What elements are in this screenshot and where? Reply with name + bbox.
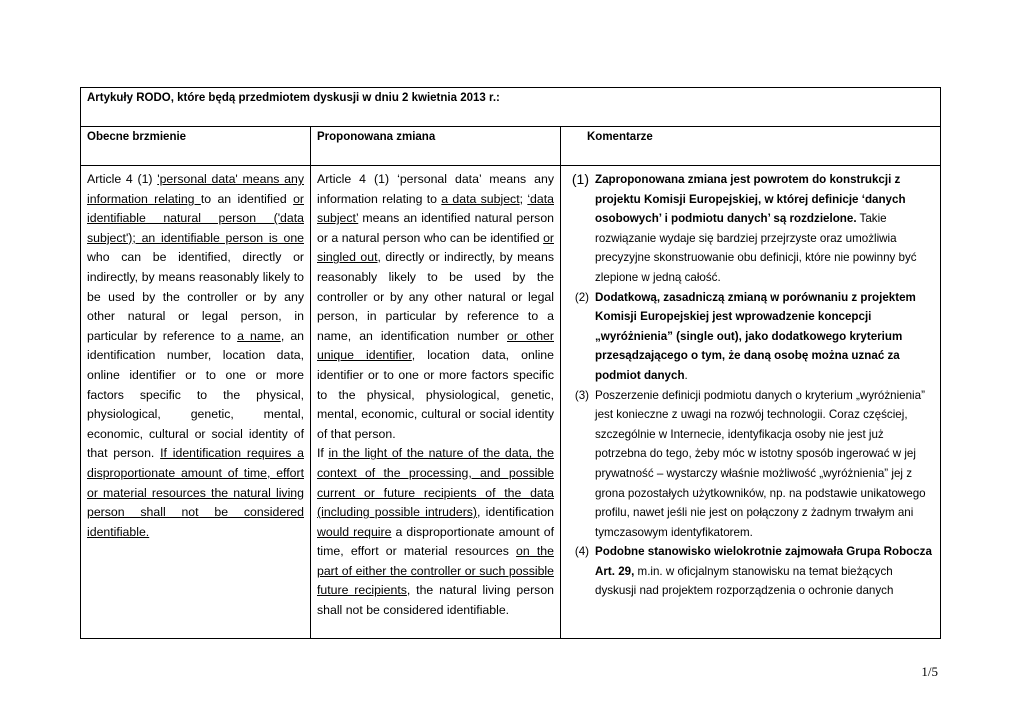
proposed-change-segment: If: [317, 446, 329, 461]
proposed-change-segment: would require: [317, 524, 392, 539]
header-proposed: [311, 127, 561, 166]
comment-text-segment: m.in. w oficjalnym stanowisku na temat bieżących dyskusji nad projektem rozporządzenia o ochronie danych: [595, 564, 894, 598]
comment-text: [595, 542, 934, 601]
proposed-change-segment: ‘data subject’: [317, 191, 554, 226]
comments-list: [561, 166, 940, 601]
current-wording-segment: Article 4 (1): [87, 172, 158, 186]
proposed-change-segment: a data subject: [441, 191, 520, 206]
comment-text-segment: Takie rozwiązanie wydaje się bardziej przejrzyste oraz umożliwia precyzyjne skonstruowanie obu definicji, które nie powinny być zlepione w jedną całość.: [595, 212, 917, 284]
comment-text-segment: Poszerzenie definicji podmiotu danych o kryterium „wyróżnienia” jest konieczne z uwagi na rozwój technologii. Coraz częściej, szczególnie w Internecie, identyfikacja osoby nie jest już potrzebna do tego, żeby móc w istotny sposób ingerować w jej prywatność – wystarczy właśnie możliwość „wyróżnienia” jej z grona pozostałych użytkowników, np. na podstawie unikatowego profilu, nawet jeśli nie jest on połączony z żadnym trwałym ani tymczasowym identyfikatorem.: [595, 388, 926, 539]
proposed-change-segment: or other unique identifier: [317, 328, 554, 363]
current-wording-segment: , an identification number, location data, online identifier or to one or more factors specific to the physical, physiological, genetic, mental, economic, cultural or social identity of that person.: [87, 328, 304, 461]
comment-text-segment: Dodatkową, zasadniczą zmianą w porównaniu z projektem Komisji Europejskiej jest wprowadzenie koncepcji „wyróżnienia” (single out), jako dodatkowego kryterium przesądzającego o tym, że daną osobę można uznać za podmiot danych: [595, 290, 916, 382]
proposed-change-segment: , location data, online identifier or to one or more factors specific to the physical, physiological, genetic, mental, economic, cultural or social identity of that person.: [317, 348, 554, 441]
proposed-change-segment: Article 4 (1) ‘personal data’ means any information relating to: [317, 172, 554, 206]
current-wording-segment: or identifiable natural person ('data subject'); an identifiable person is one: [87, 191, 304, 245]
comment-item: [567, 288, 934, 386]
comment-text: [595, 386, 934, 543]
comment-text-segment: Zaproponowana zmiana jest powrotem do konstrukcji z projektu Komisji Europejskiej, w której definicje ‘danych osobowych’ i podmiotu danych’ są rozdzielone.: [595, 173, 906, 226]
current-wording-cell: [81, 166, 311, 639]
current-wording-segment: If identification requires a disproportionate amount of time, effort or material resources the natural living person shall not be considered identifiable.: [87, 446, 304, 539]
current-wording-text: [81, 166, 310, 542]
proposed-change-segment: or singled out: [317, 230, 554, 265]
header-current: [81, 127, 311, 166]
proposed-change-segment: , directly or indirectly, by means reasonably likely to be used by the controller or by any other natural or legal person, in particular by reference to a name, an identification number: [317, 250, 554, 343]
comment-text: [595, 288, 934, 386]
header-comments-label: Komentarze: [587, 131, 653, 143]
header-proposed-label: Proponowana zmiana: [317, 131, 436, 143]
header-current-label: Obecne brzmienie: [87, 131, 187, 143]
header-comments: [561, 127, 941, 166]
comment-item: [567, 386, 934, 543]
proposed-change-segment: means an identified natural person or a natural person who can be identified: [317, 211, 554, 245]
comment-number: (1): [571, 171, 589, 187]
comments-cell: [561, 166, 941, 639]
comment-item: [567, 542, 934, 601]
comment-text-segment: .: [684, 368, 688, 382]
table-title-cell: [81, 88, 941, 127]
comment-text-segment: Podobne stanowisko wielokrotnie zajmowała Grupa Robocza Art. 29,: [595, 545, 932, 578]
proposed-change-cell: [311, 166, 561, 639]
proposed-change-segment: a disproportionate amount of time, effort or material resources: [317, 524, 554, 559]
proposed-change-segment: , the natural living person shall not be considered identifiable.: [317, 583, 554, 618]
proposed-change-segment: on the part of either the controller or such possible future recipients: [317, 544, 554, 598]
comment-number: (4): [574, 545, 589, 559]
current-wording-segment: who can be identified, directly or indirectly, by means reasonably likely to be used by the controller or by any other natural or legal person, in particular by reference to: [87, 250, 304, 343]
proposed-change-text: [311, 166, 560, 621]
comment-text: [595, 170, 934, 288]
current-wording-segment: 'personal data' means any information relating: [87, 172, 304, 206]
table-title: Artykuły RODO, które będą przedmiotem dyskusji w dniu 2 kwietnia 2013 r.:: [87, 92, 500, 104]
comparison-table: [80, 87, 941, 639]
proposed-change-segment: , identification: [477, 505, 554, 520]
page-number: 1/5: [921, 664, 938, 679]
proposed-change-segment: ;: [519, 191, 528, 206]
current-wording-segment: to an identified: [200, 191, 294, 206]
comment-number: (3): [574, 388, 589, 402]
current-wording-segment: a name: [237, 328, 281, 343]
comment-item: [567, 170, 934, 288]
comment-number: (2): [574, 290, 589, 304]
proposed-change-segment: in the light of the nature of the data, the context of the processing, and possible current or future recipients of the data (including possible intruders): [317, 446, 555, 520]
